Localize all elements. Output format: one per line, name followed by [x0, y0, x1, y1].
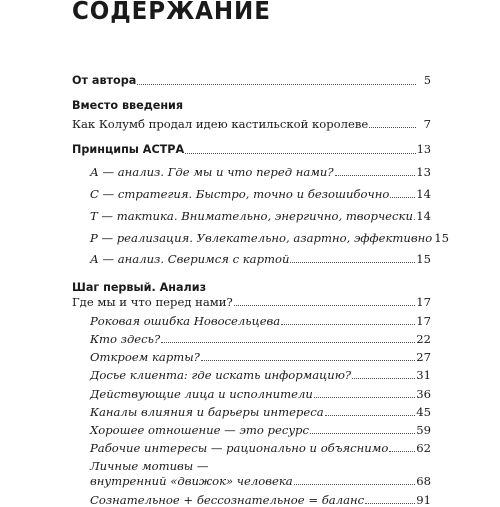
page-number: 17 [416, 313, 431, 328]
toc-entry-principles[interactable] [72, 137, 431, 157]
toc-entry-from-author[interactable] [72, 68, 431, 88]
page-number: 27 [416, 350, 431, 364]
entry-title: Принципы АСТРА [72, 143, 185, 156]
entry-title: Кто здесь? [90, 331, 161, 346]
section-heading: Вместо введения [72, 99, 184, 112]
page-number: 91 [416, 492, 431, 507]
dot-leader [325, 414, 416, 416]
toc-subentry[interactable] [72, 181, 431, 201]
page-number: 62 [416, 440, 431, 455]
dot-leader [389, 450, 415, 452]
dot-leader [201, 359, 415, 361]
page-number: 14 [416, 209, 431, 223]
entry-title: Досье клиента: где искать информацию? [90, 368, 352, 383]
dot-leader [369, 126, 416, 128]
entry-title: Каналы влияния и барьеры интереса [90, 404, 324, 419]
dot-leader [390, 196, 415, 198]
entry-title: Как Колумб продал идею кастильской королеве [72, 117, 369, 131]
toc-subentry[interactable] [72, 344, 431, 364]
page-number: 13 [416, 143, 431, 156]
toc-subentry[interactable] [72, 435, 431, 455]
dot-leader [365, 502, 415, 504]
page-title: СОДЕРЖАНИЕ [72, 0, 271, 25]
page-number: 59 [416, 423, 431, 438]
entry-title: Хорошее отношение — это ресурс [90, 423, 309, 438]
page-number: 15 [416, 252, 431, 266]
entry-title: Т — тактика. Внимательно, энергично, творчески [90, 209, 413, 223]
toc-subentry[interactable] [72, 326, 431, 346]
entry-title: Р — реализация. Увлекательно, азартно, эффективно [90, 231, 433, 245]
page-number: 13 [416, 165, 431, 179]
entry-title: Откроем карты? [90, 350, 200, 364]
page-number: 45 [416, 404, 431, 419]
toc-subentry[interactable] [72, 362, 431, 382]
section-heading: Шаг первый. Анализ [72, 281, 207, 295]
entry-title: Личные мотивы — [90, 459, 209, 474]
dot-leader [234, 304, 415, 306]
page-number: 15 [434, 231, 449, 245]
toc-section-heading [72, 93, 431, 113]
entry-title: Сознательное + бессознательное = баланс [90, 492, 365, 507]
entry-title: А — анализ. Сверимся с картой [90, 252, 290, 266]
toc-entry[interactable] [72, 289, 431, 309]
entry-title: От автора [72, 74, 137, 87]
entry-title: С — стратегия. Быстро, точно и безошибочно [90, 187, 390, 201]
dot-leader [290, 261, 415, 263]
page-number: 36 [416, 386, 431, 401]
page-number: 22 [416, 331, 431, 346]
page-number: 68 [416, 474, 431, 489]
page-number: 31 [416, 368, 431, 383]
dot-leader [294, 483, 416, 485]
entry-title: Рабочие интересы — рационально и объяснимо [90, 440, 389, 455]
toc-subentry[interactable] [72, 399, 431, 419]
toc-subentry[interactable] [72, 159, 431, 179]
toc-entry[interactable] [72, 111, 431, 131]
entry-title: Роковая ошибка Новосельцева [90, 313, 281, 328]
entry-title: Где мы и что перед нами? [72, 295, 233, 310]
page-number: 17 [416, 295, 431, 310]
dot-leader [352, 377, 415, 379]
entry-title: внутренний «движок» человека [90, 474, 293, 489]
dot-leader [335, 174, 416, 176]
entry-title: А — анализ. Где мы и что перед нами? [90, 165, 334, 179]
page-number: 7 [423, 117, 431, 131]
toc-subentry-line2[interactable] [72, 468, 431, 488]
toc-subentry[interactable] [72, 246, 431, 266]
dot-leader [161, 341, 415, 343]
toc-subentry[interactable] [72, 225, 449, 245]
toc-subentry[interactable] [72, 487, 431, 507]
dot-leader [185, 152, 416, 154]
page-number: 14 [416, 187, 431, 201]
dot-leader [137, 83, 416, 85]
toc-subentry[interactable] [72, 203, 431, 223]
page-number: 5 [423, 74, 431, 87]
entry-title: Действующие лица и исполнители [90, 386, 313, 401]
dot-leader [414, 218, 415, 220]
